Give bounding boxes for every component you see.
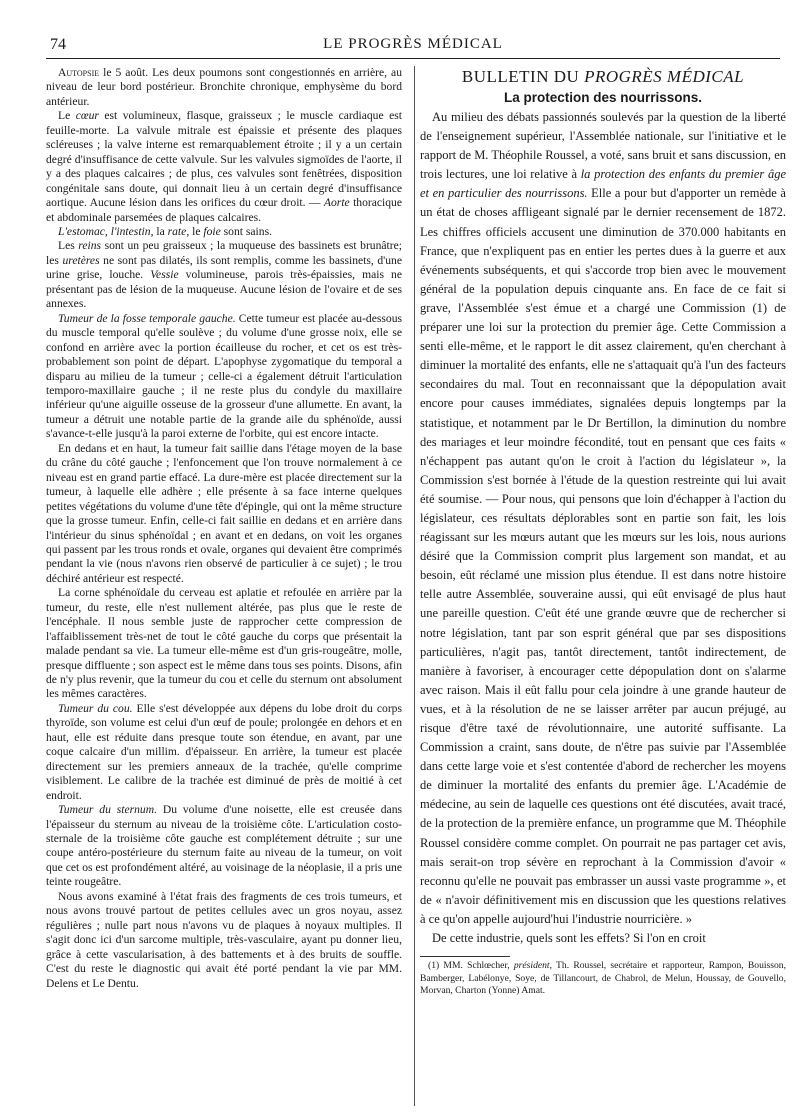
neck-tumor-text: Elle s'est développée aux dépens du lobe droit du corps thyroïde, son volume est celui d'un œuf de poule; prolongée en dehors et en haut, elle est réduite dans presque toute son étendue, en avant, par une coque calcaire d'un millim. d'épaisseur. En arrière, la tumeur est placée directement sur les premiers anneaux de la trachée, qu'elle comprime visiblement. Le calibre de la trachée est diminué de près de moitié à cet endroit.: [46, 701, 402, 802]
intestine-term: l'intestin: [110, 224, 151, 238]
stomach-term: L'estomac: [58, 224, 105, 238]
liver-term: foie: [203, 224, 221, 238]
heart-text-a: Le: [58, 109, 76, 123]
organs-text-b: , la: [150, 224, 168, 238]
skull-base-paragraph: En dedans et en haut, la tumeur fait saillie dans l'étage moyen de la base du crâne du côté gauche ; l'enfoncement que l'on trouve normalement à ce niveau est en grand partie effacé. La dure-mère est placée directement sur la tumeur, à laquelle elle adhère ; elle présente à sa face interne quelques petites végétations du volume d'une tête d'épingle, qui ont la même structure que la grosse tumeur. Enfin, celle-ci fait saillie en dedans et en arrière dans l'intérieur du sinus sphénoïdal ; en avant et en dedans, on voit les organes qui passent par les trous ronds et ovale, organes qui devaient être comprimés pendant la vie (nous n'avons rien observé de particulier à ce sujet) ; le trou déchiré antérieur est respecté.: [46, 441, 402, 585]
neck-tumor-paragraph: [46, 702, 402, 803]
heart-text-b: est volumineux, flasque, graisseux ; le muscle cardiaque est feuille-morte. La valvule mitrale est épaissie et présente des plaques scléreuses ; la valve interne est remarquablement étroite ; il y a un certain degré d'insuffisance de cette valvule. Sur les valvules sigmoïdes de l'aorte, il y a des plaques calcaires ; de plus, ces valvules sont fenêtrées, disposition congénitale sans doute, qui donnait lieu à un certain degré d'insuffisance aortique. Aucune lésion dans les orifices du cœur droit. —: [46, 109, 402, 210]
left-column: [46, 66, 402, 991]
organs-text-c: , le: [186, 224, 204, 238]
organs-text-a: ,: [104, 224, 111, 238]
footnote-rule: [420, 956, 510, 957]
neck-tumor-heading: Tumeur du cou.: [58, 701, 133, 715]
autopsy-paragraph: [46, 66, 402, 109]
heart-paragraph: [46, 109, 402, 225]
page-number: 74: [50, 36, 66, 53]
kidneys-term: reins: [78, 239, 102, 253]
autopsy-text: le 5 août. Les deux poumons sont congestionnés en arrière, au niveau de leur bord postérieur. Bronchite chronique, emphysème du bord antérieur.: [46, 66, 402, 108]
kidneys-text-c: ne sont pas dilatés, ils sont remplis, comme les bassinets, d'une urine grise, louche.: [46, 253, 402, 282]
bladder-term: Vessie: [150, 268, 179, 282]
kidneys-text-a: Les: [58, 239, 79, 253]
page-header: [46, 34, 780, 56]
kidneys-text-d: volumineuse, parois très-épaissies, mais ne présentant pas de lésion de la muqueuse. Aucune lésion de l'ovaire et de ses annexes.: [46, 268, 402, 311]
sternum-tumor-heading: Tumeur du sternum.: [58, 803, 157, 817]
column-divider: [414, 66, 415, 1106]
sternum-tumor-text: Du volume d'une noisette, elle est creusée dans l'épaisseur du sternum au niveau de la troisième côte. L'articulation costo-sternale de la troisième côte gauche est complétement détruite ; sur une coupe antéro-postérieure du sternum faite au niveau de la tumeur, on voit que cet os est profondément altéré, au voisinage de la néoplasie, il a pris une teinte rougeâtre.: [46, 803, 402, 889]
ureters-term: uretères: [62, 253, 100, 267]
footnote-text-a: (1) MM. Schlœcher,: [428, 960, 514, 972]
bulletin-last-paragraph: De cette industrie, quels sont les effets? Si l'on en croit: [432, 931, 706, 946]
sternum-tumor-paragraph: [46, 803, 402, 890]
temporal-tumor-text: Cette tumeur est placée au-dessous du muscle temporal qu'elle soulève ; du volume d'une grosse noix, elle se confond en arrière avec la portion écailleuse du rocher, et cet os est très-probablement son point de départ. L'apophyse zygomatique du temporal a disparu au milieu de la tumeur ; celle-ci a également détruit l'articulation temporo-maxillaire gauche ; il ne reste plus du condyle du maxillaire inférieur qu'une aiguille osseuse de la grosseur d'une allumette. En avant, la tumeur a détruit une notable partie de la grande aile du sphénoïde, aussi s'avance-t-elle jusqu'à la paroi externe de l'orbite, qui est encore intacte.: [46, 311, 402, 441]
kidneys-paragraph: [46, 239, 402, 311]
law-title: la protection des enfants du premier âge et en particulier des nourrissons.: [420, 167, 786, 201]
kidneys-text-b: sont un peu graisseux ; la muqueuse des bassinets est brunâtre; les: [46, 239, 402, 267]
bulletin-title: [420, 66, 786, 88]
header-rule: [46, 58, 780, 59]
footnote-president: président: [513, 960, 550, 972]
bulletin-title-b: PROGRÈS MÉDICAL: [584, 67, 745, 86]
bulletin-text-b: Elle a pour but d'apporter un remède à un état de choses affligeant signalé par le dernier recensement de 1872. Les chiffres officiels accusent une diminution de 370.000 habitants en France, que n'expliquent pas en entier les pertes dues à la guerre et aux événements subséquents, et qui s'accorde trop bien avec le mouvement général de la population depuis cinquante ans. En face de ce fait si grave, l'Assemblée s'est émue et a chargé une Commission (1) de préparer une loi sur la protection du premier âge. Cette Commission a senti elle-même, et le rapport le dit assez clairement, qu'en cherchant à diminuer la mortalité des enfants, elle ne s'attaquait qu'à l'un des facteurs secondaires du mal. Tout en reconnaissant que la dépopulation avait encore pour causes immédiates, signalées depuis longtemps par la statistique, et notamment par le Dr Bertillon, la diminution du nombre des mariages et leur moindre fécondité, tout en pensant que ces faits « n'échappent pas autant qu'on le croit à l'action du législateur », la Commission s'est bornée à l'étude de la question restreinte qui lui avait été soumise. — Pour nous, qui pensons que loin d'échapper à l'action du législateur, ces résultats déplorables sont en partie son fait, les lois réagissant sur les mœurs autant que les mœurs sur les lois, nous aurions désiré que la Commission comprit plus largement son mandat, et au besoin, eût réclamé une mission plus étendue. Il est dans notre histoire telle autre Assemblée, souveraine aussi, qui eût envisagé de plus haut une pareille question. C'eût été une grande œuvre que de rechercher si notre législation, tant par son esprit général que par ses dispositions particulières, n'agit pas, tantôt directement, tantôt indirectement, de manière à favoriser, à encourager cette dépopulation dont on s'alarme avec raison. Mais il eût fallu pour cela joindre à une grande hauteur de vues, et à la résolution de ne se laisser arrêter par aucun préjugé, au risque d'être taxé de révolutionnaire, une autorité suffisante. La Commission a craint, sans doute, de n'être pas suivie par l'Assemblée dans cette large voie et s'est contentée d'abord de rechercher les moyens de diminuer la mortalité des enfants du premier âge. L'Académie de médecine, au sein de laquelle ces questions ont été discutées, avait tracé, de la protection de la première enfance, un programme que M. Théophile Roussel considère comme complet. On pourrait ne pas partager cet avis, mais serait-on trop sévère en reprochant à la Commission d'avoir « reconnu qu'elle ne pouvait pas embrasser un aussi vaste programme », et de « n'avoir définitivement mis en discussion que les questions relatives à ce qu'on appelle aujourd'hui l'industrie nourricière. »: [420, 186, 786, 926]
organs-paragraph: [46, 225, 402, 239]
footnote: [420, 960, 786, 998]
footnote-text-b: , Th. Roussel, secrétaire et rapporteur, Rampon, Bouisson, Bamberger, Labélonye, Soye, de Tillancourt, de Chabrol, de Melun, Houssay, de Gouvello, Morvan, Charton (Yonne) Amat.: [420, 960, 786, 997]
spleen-term: rate: [167, 224, 187, 238]
conclusion-paragraph: Nous avons examiné à l'état frais des fragments de ces trois tumeurs, et nous avons trouvé partout de petites cellules avec un gros noyau, assez régulières ; nulle part nous n'avons vu de plaques à noyaux multiples. Il s'agit donc ici d'un sarcome multiple, très-vasculaire, ayant pu donner lieu, grâce à cette vascularisation, à des battements et à des bruits de souffle. C'est du reste le diagnostic qui avait été porté pendant la vie par MM. Delens et Le Dentu.: [46, 889, 402, 990]
journal-title: LE PROGRÈS MÉDICAL: [323, 36, 503, 52]
bulletin-subtitle: La protection des nourrissons.: [503, 90, 703, 105]
heart-text-c: thoracique et abdominale parsemées de plaques calcaires.: [46, 196, 403, 224]
temporal-tumor-heading: Tumeur de la fosse temporale gauche.: [58, 311, 236, 325]
heart-term: cœur: [75, 109, 99, 123]
organs-text-d: sont sains.: [220, 224, 272, 238]
right-column: [420, 66, 786, 998]
brain-paragraph: La corne sphénoïdale du cerveau est aplatie et refoulée en arrière par la tumeur, du reste, elle n'est nullement altérée, pas plus que le reste de l'encéphale. Il nous semble juste de rapprocher cette compression de l'affaiblissement très-net de tout le côté gauche du corps que présentait la malade pendant sa vie. La tumeur elle-même est d'un gris-rougeâtre, molle, presque diffluente ; son aspect est le même dans tous ses points. Disons, afin de n'y plus revenir, que la tumeur du cou et celle du sternum ont absolument les mêmes caractères.: [46, 586, 402, 701]
aorta-term: Aorte: [323, 196, 350, 210]
temporal-tumor-paragraph: [46, 312, 402, 442]
bulletin-text-a: Au milieu des débats passionnés soulevés par la question de la liberté de l'enseignement supérieur, l'Assemblée nationale, sur l'initiative et le rapport de M. Théophile Roussel, a voté, sans bruit et sans discussion, en trois lectures, une loi relative à: [420, 110, 786, 182]
bulletin-title-a: BULLETIN DU: [461, 67, 585, 86]
autopsy-lead: Autopsie: [58, 66, 100, 79]
bulletin-main-paragraph: [420, 108, 786, 929]
